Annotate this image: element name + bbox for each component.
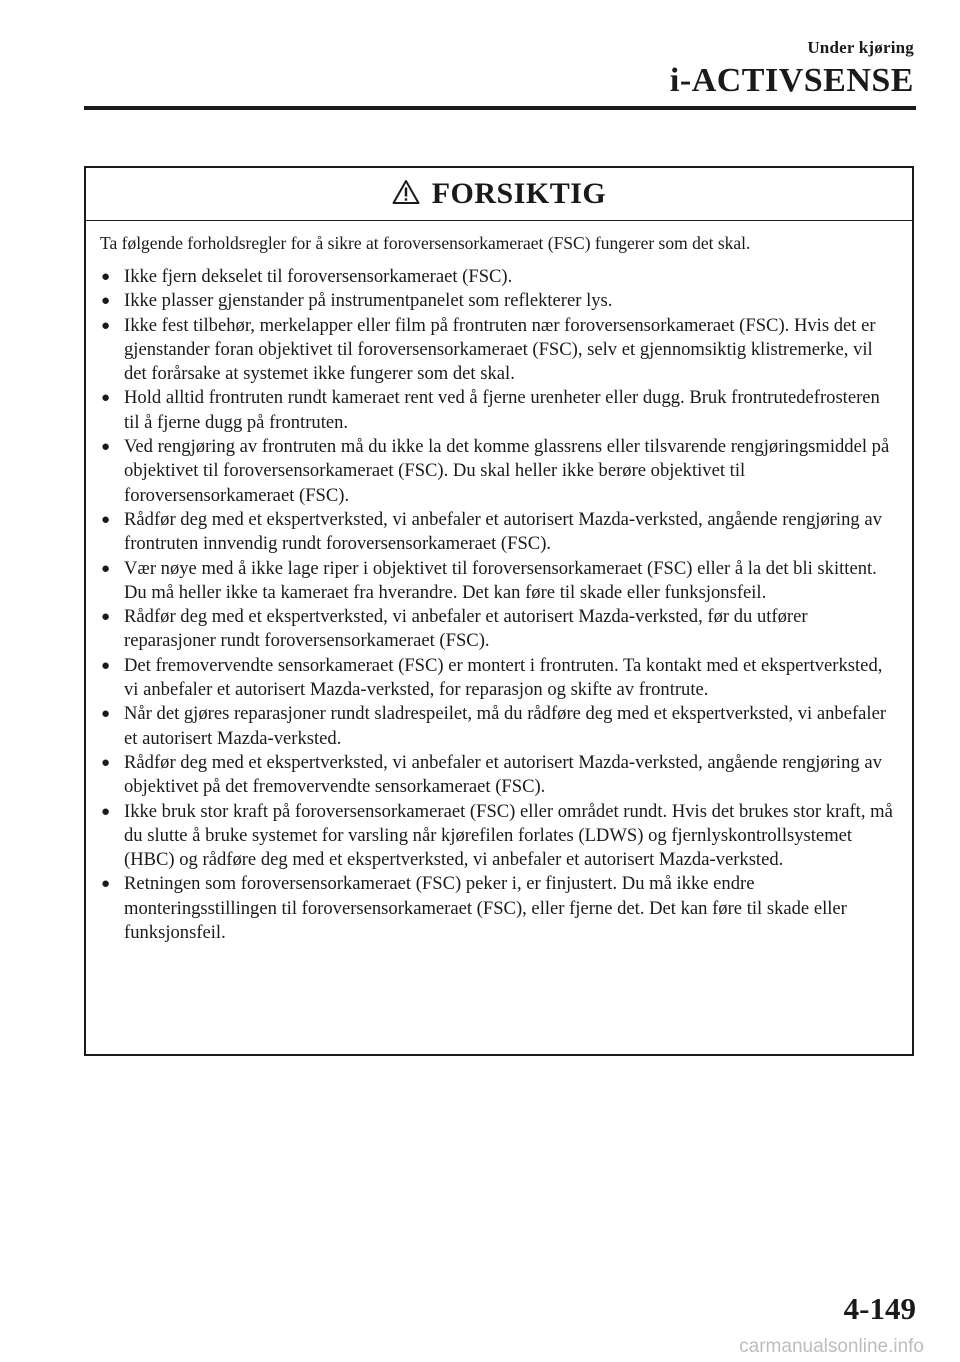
bullet-icon: ● <box>101 803 111 820</box>
list-item <box>100 508 898 557</box>
list-item <box>100 605 898 654</box>
list-item-text: Ikke fest tilbehør, merkelapper eller film på frontruten nær foroversensorkameraet (FSC). Hvis det er gjenstander foran objektivet til foroversensorkameraet (FSC), selv et gjennomsiktig klistremerke, vil det forårsake at systemet ikke fungerer som det skal. <box>124 314 876 385</box>
bullet-icon: ● <box>101 293 111 310</box>
section-heading: Under kjøring <box>807 38 914 57</box>
watermark: carmanualsonline.info <box>739 1336 924 1357</box>
list-item-text: Det fremovervendte sensorkameraet (FSC) er montert i frontruten. Ta kontakt med et ekspertverksted, vi anbefaler et autorisert Mazda-verksted, for reparasjon og skifte av frontrute. <box>124 654 883 701</box>
list-item-text: Ikke bruk stor kraft på foroversensorkameraet (FSC) eller området rundt. Hvis det brukes stor kraft, må du slutte å bruke systemet for varsling når kjørefilen forlates (LDWS) og fjernlyskontrollsystemet (HBC) og rådføre deg med et ekspertverksted, vi anbefaler et autorisert Mazda-verksted. <box>124 800 893 871</box>
list-item <box>100 289 898 313</box>
list-item-text: Rådfør deg med et ekspertverksted, vi anbefaler et autorisert Mazda-verksted, før du utfører reparasjoner rundt foroversensorkameraet (FSC). <box>124 606 808 652</box>
list-item <box>100 557 898 606</box>
list-item-text: Hold alltid frontruten rundt kameraet rent ved å fjerne urenheter eller dugg. Bruk frontrutedefrosteren til å fjerne dugg på frontruten. <box>124 387 880 433</box>
list-item-text: Retningen som foroversensorkameraet (FSC) peker i, er finjustert. Du må ikke endre monteringsstillingen til foroversensorkameraet (FSC), eller fjerne det. Det kan føre til skade eller funksjonsfeil. <box>124 873 847 944</box>
list-item-text: Rådfør deg med et ekspertverksted, vi anbefaler et autorisert Mazda-verksted, angående rengjøring av frontruten innvendig rundt foroversensorkameraet (FSC). <box>124 508 882 555</box>
bullet-icon: ● <box>101 390 111 407</box>
page-title: i-ACTIVSENSE <box>669 62 914 99</box>
caution-box <box>84 166 914 1056</box>
bullet-icon: ● <box>101 706 111 723</box>
list-item <box>100 654 898 703</box>
caution-title: FORSIKTIG <box>431 177 607 210</box>
bullet-icon: ● <box>101 609 111 626</box>
caution-list <box>100 265 898 945</box>
list-item-text: Ikke plasser gjenstander på instrumentpanelet som reflekterer lys. <box>124 290 613 312</box>
list-item-text: Når det gjøres reparasjoner rundt sladrespeilet, må du rådføre deg med et ekspertverksted, vi anbefaler et autorisert Mazda-verksted. <box>124 703 887 749</box>
list-item-text: Rådfør deg med et ekspertverksted, vi anbefaler et autorisert Mazda-verksted, angående rengjøring av objektivet på det fremovervendte sensorkameraet (FSC). <box>124 751 882 798</box>
bullet-icon: ● <box>101 511 111 528</box>
list-item-text: Vær nøye med å ikke lage riper i objektivet til foroversensorkameraet (FSC) eller å la det bli skittent. Du må heller ikke ta kameraet fra hverandre. Det kan føre til skade eller funksjonsfeil. <box>124 557 877 603</box>
warning-triangle-icon <box>392 179 420 210</box>
list-item <box>100 800 898 873</box>
bullet-icon: ● <box>101 876 111 893</box>
caution-body <box>86 221 912 945</box>
bullet-icon: ● <box>101 657 111 674</box>
bullet-icon: ● <box>101 317 111 334</box>
caution-header <box>86 168 912 221</box>
list-item <box>100 386 898 435</box>
list-item <box>100 751 898 800</box>
page-number: 4-149 <box>843 1291 916 1326</box>
list-item <box>100 872 898 945</box>
list-item-text: Ikke fjern dekselet til foroversensorkameraet (FSC). <box>124 266 513 287</box>
header-divider <box>84 106 916 110</box>
bullet-icon: ● <box>101 754 111 771</box>
list-item <box>100 265 898 289</box>
bullet-icon: ● <box>101 439 111 456</box>
caution-intro: Ta følgende forholdsregler for å sikre at foroversensorkameraet (FSC) fungerer som det skal. <box>100 233 751 253</box>
list-item <box>100 314 898 387</box>
bullet-icon: ● <box>101 269 111 285</box>
bullet-icon: ● <box>101 560 111 577</box>
list-item <box>100 435 898 508</box>
list-item-text: Ved rengjøring av frontruten må du ikke la det komme glassrens eller tilsvarende rengjøringsmiddel på objektivet til foroversensorkameraet (FSC). Du skal heller ikke berøre objektivet til foroversensorkameraet (FSC). <box>124 436 890 506</box>
list-item <box>100 702 898 751</box>
